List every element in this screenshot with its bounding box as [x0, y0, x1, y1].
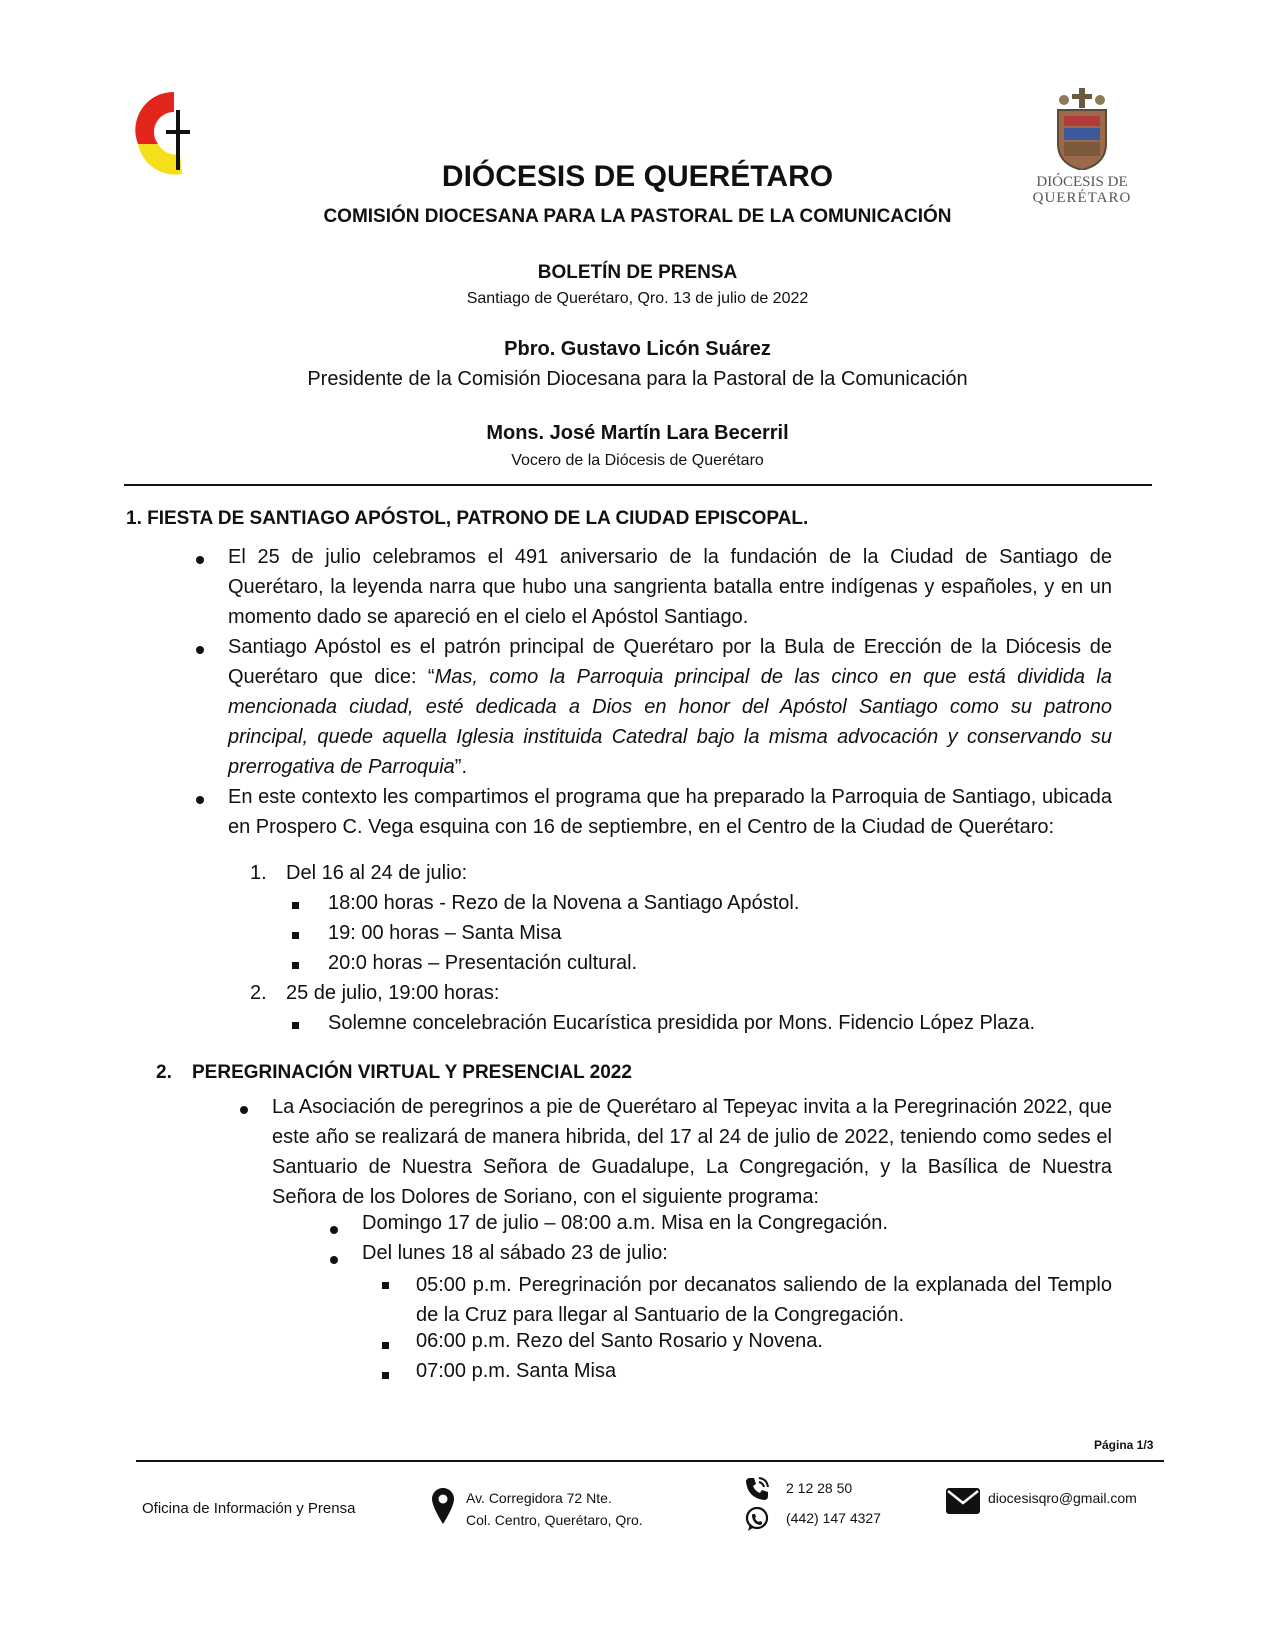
person2-role: Vocero de la Diócesis de Querétaro: [511, 452, 764, 469]
square-bullet: [382, 1372, 389, 1379]
footer-whatsapp: (442) 147 4327: [786, 1510, 881, 1526]
whatsapp-icon: [744, 1506, 770, 1532]
person1-role: Presidente de la Comisión Diocesana para la Pastoral de la Comunicación: [307, 368, 968, 390]
square-bullet: [292, 962, 299, 969]
bullet-dot: [330, 1256, 338, 1264]
program-item: Domingo 17 de julio – 08:00 a.m. Misa en la Congregación.: [362, 1212, 888, 1234]
bullet-dot: [240, 1106, 248, 1114]
page-subtitle: COMISIÓN DIOCESANA PARA LA PASTORAL DE LA COMUNICACIÓN: [323, 206, 952, 227]
schedule-item: 19: 00 horas – Santa Misa: [328, 922, 562, 944]
section2-number: 2.: [156, 1062, 172, 1083]
header-divider: [124, 484, 1152, 486]
footer-address-2: Col. Centro, Querétaro, Qro.: [466, 1512, 643, 1528]
bullet-dot: [330, 1226, 338, 1234]
section2-bullet1: La Asociación de peregrinos a pie de Querétaro al Tepeyac invita a la Peregrinación 2022, que este año se realizará de manera hibrida, del 17 al 24 de julio de 2022, teniendo como sedes el Santuario de Nuestra Señora de Guadalupe, La Congregación, y la Basílica de Nuestra Señora de los Dolores de Soriano, con el siguiente programa:: [272, 1096, 1112, 1208]
numbered-item: Del 16 al 24 de julio:: [286, 862, 468, 884]
section1-bullet2: [228, 632, 1112, 782]
section1-bullet3: En este contexto les compartimos el programa que ha preparado la Parroquia de Santiago, ubicada en Prospero C. Vega esquina con 16 de septiembre, en el Centro de la Ciudad de Querétaro:: [228, 786, 1112, 838]
program-subitem: 06:00 p.m. Rezo del Santo Rosario y Novena.: [416, 1330, 823, 1352]
person1-name: Pbro. Gustavo Licón Suárez: [504, 338, 771, 360]
bullet-dot: [196, 796, 204, 804]
numbered-index: 1.: [250, 862, 267, 884]
footer-address-1: Av. Corregidora 72 Nte.: [466, 1490, 612, 1506]
bullet-dot: [196, 646, 204, 654]
bullet-dot: [196, 556, 204, 564]
footer-email[interactable]: diocesisqro@gmail.com: [988, 1490, 1137, 1506]
square-bullet: [382, 1342, 389, 1349]
footer-phone: 2 12 28 50: [786, 1480, 853, 1496]
page-title: DIÓCESIS DE QUERÉTARO: [441, 160, 834, 193]
numbered-index: 2.: [250, 982, 267, 1004]
seal-caption-2: QUERÉTARO: [1032, 190, 1132, 206]
bulletin-date: Santiago de Querétaro, Qro. 13 de julio de 2022: [466, 290, 809, 307]
section1-bullet1: El 25 de julio celebramos el 491 aniversario de la fundación de la Ciudad de Santiago de Querétaro, la leyenda narra que hubo una sangrienta batalla entre indígenas y españoles, y en un momento dado se apareció en el cielo el Apóstol Santiago.: [228, 546, 1112, 628]
section1-heading: 1. FIESTA DE SANTIAGO APÓSTOL, PATRONO DE LA CIUDAD EPISCOPAL.: [126, 508, 809, 529]
quote-intro: Santiago Apóstol es el patrón principal de Querétaro por la Bula de Erección de la Diócesis de Querétaro que dice: “: [228, 636, 1112, 688]
square-bullet: [292, 1022, 299, 1029]
person2-name: Mons. José Martín Lara Becerril: [486, 422, 789, 444]
seal-caption-1: DIÓCESIS DE: [1036, 174, 1128, 190]
phone-icon: [744, 1476, 770, 1502]
bulletin-label: BOLETÍN DE PRENSA: [537, 262, 738, 283]
square-bullet: [292, 902, 299, 909]
footer-divider: [136, 1460, 1164, 1462]
square-bullet: [292, 932, 299, 939]
schedule-item: 18:00 horas - Rezo de la Novena a Santiago Apóstol.: [328, 892, 800, 914]
numbered-item: 25 de julio, 19:00 horas:: [286, 982, 500, 1004]
envelope-icon: [946, 1488, 980, 1514]
schedule-item: Solemne concelebración Eucarística presidida por Mons. Fidencio López Plaza.: [328, 1012, 1036, 1034]
square-bullet: [382, 1282, 389, 1289]
program-item: Del lunes 18 al sábado 23 de julio:: [362, 1242, 668, 1264]
location-pin-icon: [432, 1488, 454, 1524]
section2-heading: PEREGRINACIÓN VIRTUAL Y PRESENCIAL 2022: [192, 1062, 632, 1083]
footer-office: Oficina de Información y Prensa: [142, 1500, 356, 1517]
quote-text: Mas, como la Parroquia principal de las cinco en que está dividida la mencionada ciudad, esté dedicada a Dios en honor del Apóstol Santiago como su patrono principal, quede aquella Iglesia instituida Catedral bajo la misma advocación y conservando su prerrogativa de Parroquia: [228, 666, 1112, 778]
program-subitem: 07:00 p.m. Santa Misa: [416, 1360, 617, 1382]
program-subitem: 05:00 p.m. Peregrinación por decanatos saliendo de la explanada del Templo de la Cruz para llegar al Santuario de la Congregación.: [416, 1274, 1112, 1326]
schedule-item: 20:0 horas – Presentación cultural.: [328, 952, 638, 974]
diocese-seal: [1052, 88, 1112, 170]
quote-end: ”.: [454, 756, 468, 778]
page-number: Página 1/3: [1094, 1438, 1154, 1452]
